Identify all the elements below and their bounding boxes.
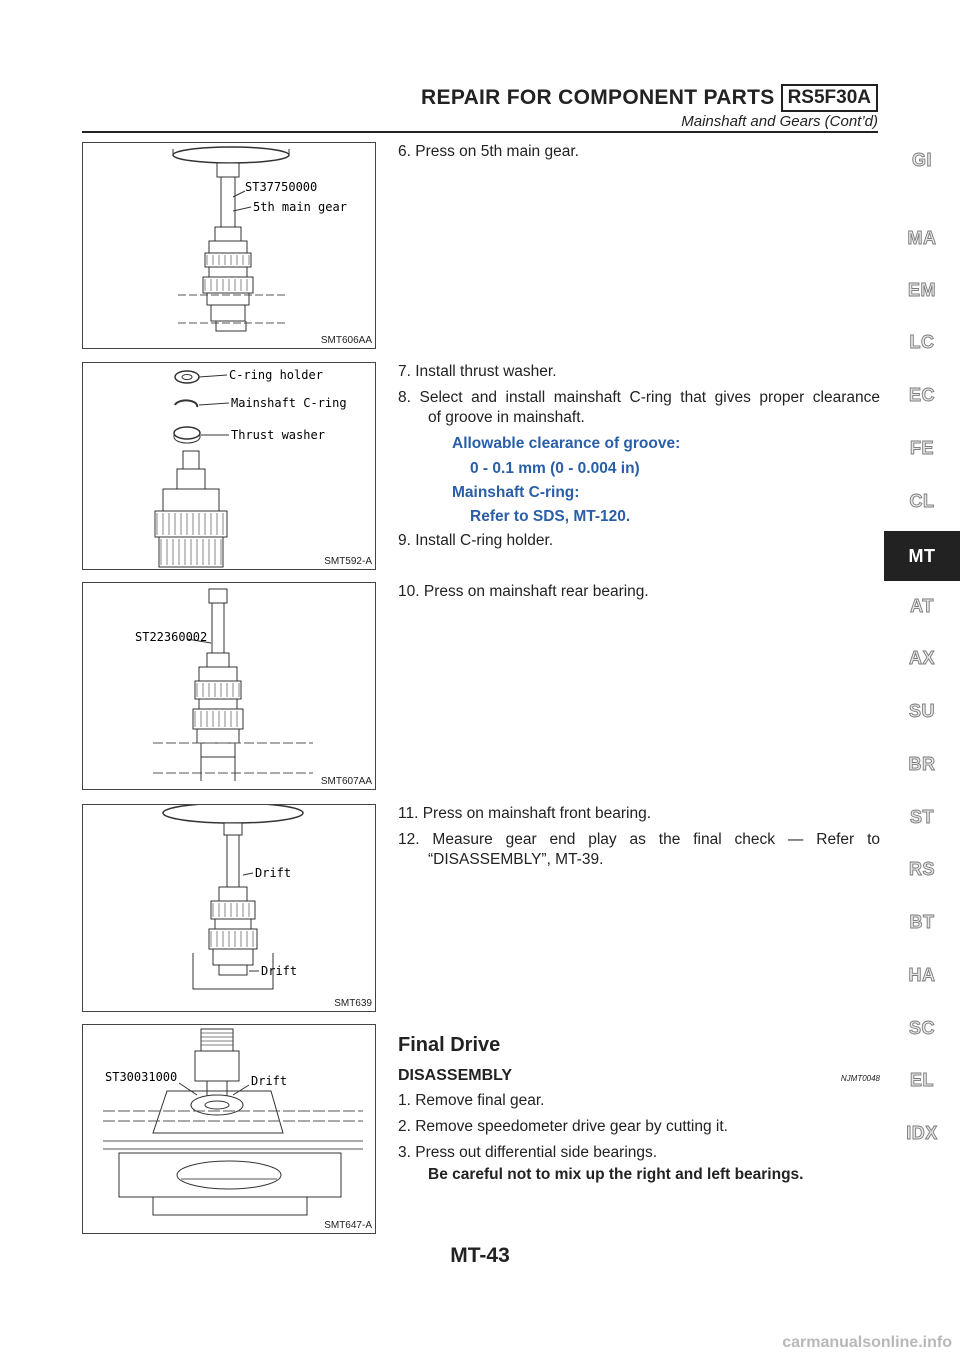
spec-label: Mainshaft C-ring: [452,483,580,501]
header-divider [82,131,878,133]
figure-label: Drift [261,964,298,978]
figure-label: ST37750000 [245,180,318,194]
model-code-box: RS5F30A [781,84,878,112]
section-heading: Final Drive [398,1034,501,1056]
step-continuation: “DISASSEMBLY”, MT-39. [428,851,604,869]
step-item: 8. Select and install mainshaft C-ring that gives proper clearance [398,389,880,407]
step-item: 11. Press on mainshaft front bearing. [398,805,652,822]
figure-code: SMT607AA [320,776,372,787]
step-item: 10. Press on mainshaft rear bearing. [398,583,649,600]
c-ring-illustration [83,363,377,571]
header-subtitle: Mainshaft and Gears (Cont’d) [681,113,878,130]
figure-smt647-a [82,1024,376,1234]
spec-label: Allowable clearance of groove: [452,435,681,453]
tab-at[interactable]: AT [910,596,934,616]
tab-ma[interactable]: MA [907,228,937,248]
figure-smt607aa [82,582,376,790]
rear-bearing-press-illustration [83,583,377,791]
tab-gi[interactable]: GI [911,150,932,170]
tab-idx[interactable]: IDX [906,1123,938,1143]
tab-ha[interactable]: HA [908,965,936,985]
tab-fe[interactable]: FE [909,438,934,458]
tab-mt-active[interactable]: MT [884,531,960,581]
figure-smt606aa [82,142,376,349]
instruction-text [398,142,880,168]
step-item: 7. Install thrust washer. [398,363,557,380]
tab-el[interactable]: EL [909,1070,934,1090]
figure-code: SMT639 [334,998,372,1009]
caution-note: Be careful not to mix up the right and left bearings. [428,1166,804,1184]
step-item: 1. Remove final gear. [398,1091,545,1109]
figure-code: SMT606AA [320,335,372,346]
fifth-gear-press-illustration [83,143,377,350]
figure-label: ST30031000 [105,1070,178,1084]
tab-rs[interactable]: RS [908,859,935,879]
tab-st[interactable]: ST [909,807,934,827]
spec-value: Refer to SDS, MT-120. [470,507,631,525]
header-title [421,84,878,112]
figure-smt592-a [82,362,376,570]
step-item: 6. Press on 5th main gear. [398,143,579,160]
tab-ax[interactable]: AX [908,648,935,668]
reference-code: NJMT0048 [840,1074,880,1083]
tab-cl[interactable]: CL [909,491,935,511]
figure-label: 5th main gear [253,200,347,214]
instruction-text [398,582,880,608]
header-main-title: REPAIR FOR COMPONENT PARTS [421,86,775,109]
page-number: MT-43 [450,1244,510,1267]
subsection-heading [398,1066,880,1087]
step-item: 3. Press out differential side bearings. [398,1144,658,1162]
figure-code: SMT647-A [324,1220,372,1231]
figure-label: Drift [251,1074,288,1088]
watermark-text: carmanualsonline.info [782,1334,952,1351]
tab-lc[interactable]: LC [909,332,935,352]
tab-bt[interactable]: BT [909,912,935,932]
step-item: 9. Install C-ring holder. [398,531,554,549]
tab-br[interactable]: BR [908,754,936,774]
instruction-text [398,804,880,876]
tab-em[interactable]: EM [908,280,936,300]
step-item: 2. Remove speedometer drive gear by cutting it. [398,1117,728,1135]
step-continuation: of groove in mainshaft. [428,409,585,427]
spec-value: 0 - 0.1 mm (0 - 0.004 in) [470,459,640,477]
tab-sc[interactable]: SC [908,1018,935,1038]
figure-code: SMT592-A [324,556,372,567]
tab-ec[interactable]: EC [908,385,935,405]
front-bearing-press-illustration [83,805,377,1013]
figure-smt639 [82,804,376,1012]
figure-label: C-ring holder [229,368,323,382]
step-item: 12. Measure gear end play as the final check — Refer to [398,831,880,849]
subsection-title: DISASSEMBLY [398,1067,513,1084]
final-drive-press-illustration [83,1025,377,1235]
figure-label: Mainshaft C-ring [231,396,347,410]
instruction-text [398,362,880,557]
figure-label: ST22360002 [135,630,208,644]
tab-su[interactable]: SU [908,701,935,721]
figure-label: Drift [255,866,292,880]
figure-label: Thrust washer [231,428,325,442]
instruction-text [398,1024,880,1185]
